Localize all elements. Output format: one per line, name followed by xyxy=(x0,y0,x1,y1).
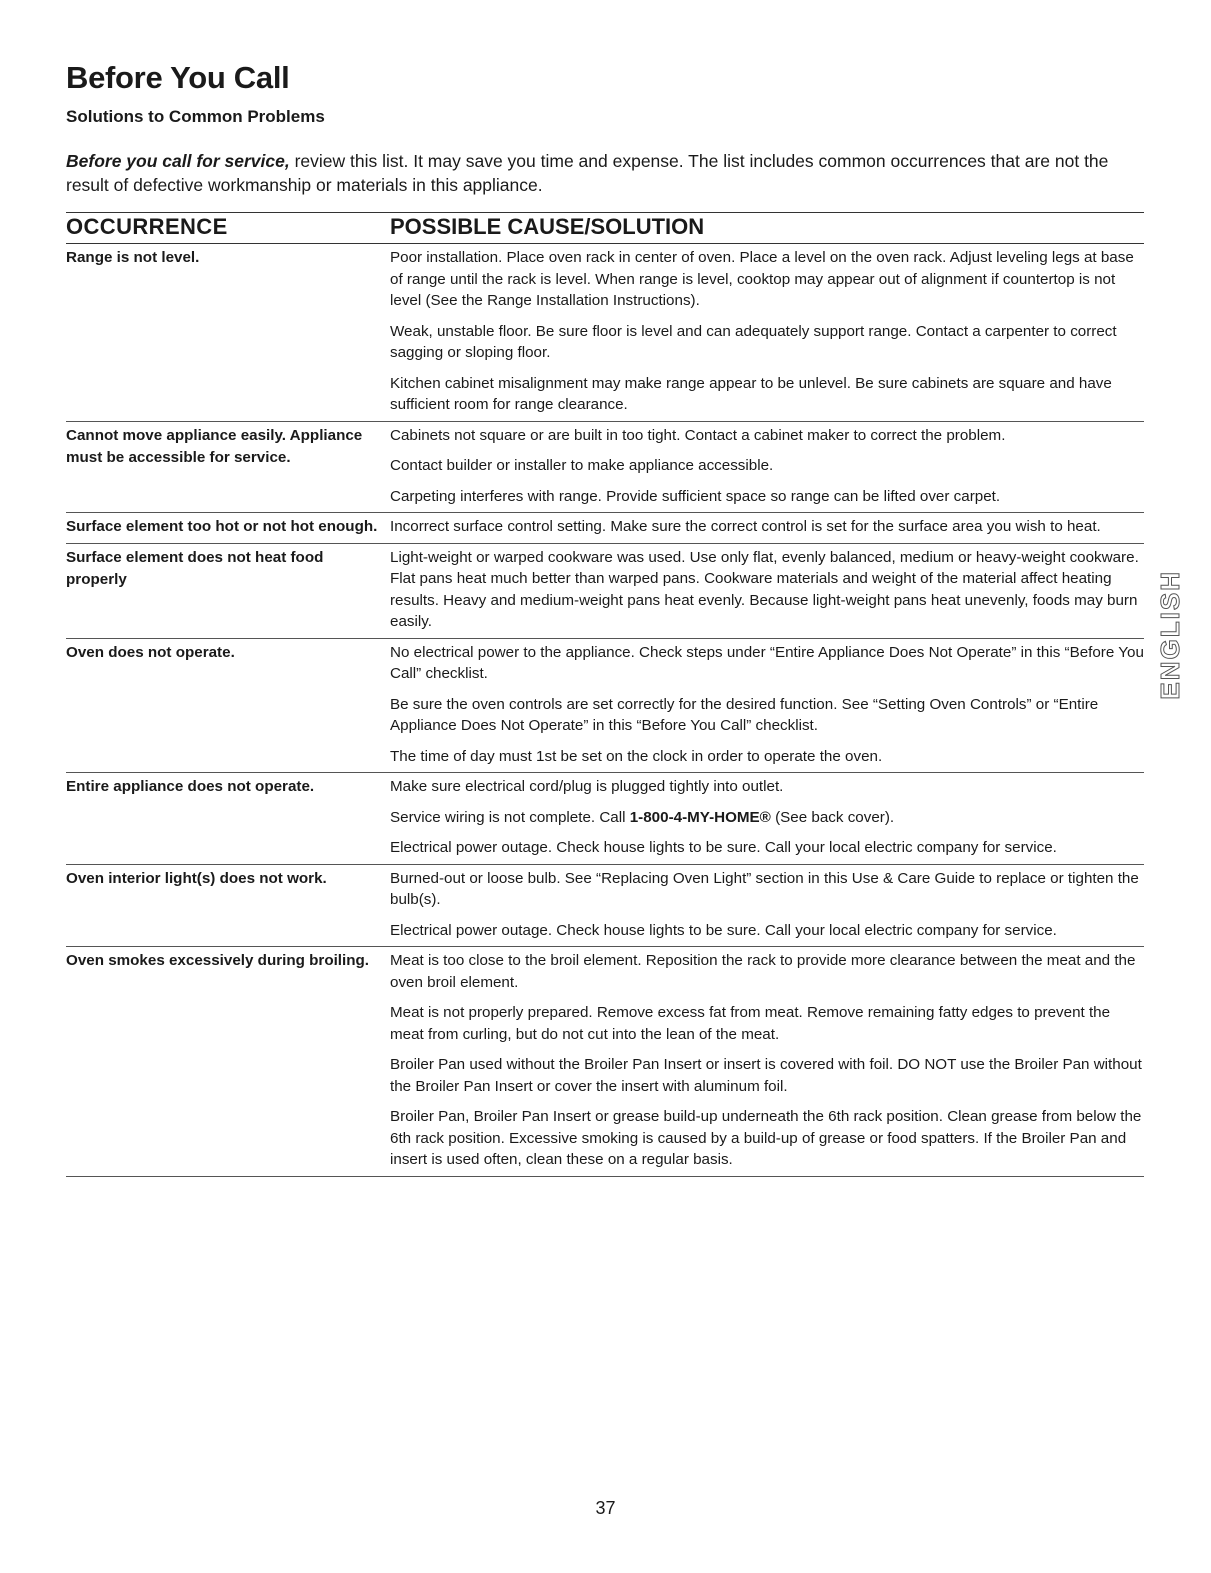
phone-number: 1-800-4-MY-HOME® xyxy=(629,808,771,826)
solution-cell xyxy=(390,868,1144,947)
phone-line-after: (See back cover). xyxy=(770,808,895,826)
table-row xyxy=(66,544,1144,639)
table-row xyxy=(66,639,1144,774)
table-header xyxy=(66,212,1144,244)
page-number: 37 xyxy=(595,1498,616,1518)
page-subtitle: Solutions to Common Problems xyxy=(66,107,325,126)
solution-text: Meat is not properly prepared. Remove excess fat from meat. Remove remaining fatty edges to prevent the meat from curling, but do not cut into the lean of the meat. xyxy=(390,1004,1111,1043)
solution-text: Electrical power outage. Check house lights to be sure. Call your local electric company for service. xyxy=(390,921,1057,939)
occurrence-cell: Range is not level. xyxy=(66,249,200,266)
solution-text: Carpeting interferes with range. Provide sufficient space so range can be lifted over carpet. xyxy=(390,487,1001,505)
solution-text: Poor installation. Place oven rack in center of oven. Place a level on the oven rack. Adjust leveling legs at base of range until the rack is level. When range is level, cooktop may appear out of alignment if countertop is not level (See the Range Installation Instructions). xyxy=(390,249,1134,309)
occurrence-cell: Surface element too hot or not hot enough. xyxy=(66,518,378,535)
table-row xyxy=(66,422,1144,514)
language-side-tab xyxy=(1148,560,1192,710)
solution-cell xyxy=(390,247,1144,421)
table-row xyxy=(66,244,1144,422)
solution-cell xyxy=(390,776,1144,864)
table-row xyxy=(66,947,1144,1177)
language-label: ENGLISH xyxy=(1154,570,1185,700)
solution-cell xyxy=(390,425,1144,513)
solution-text: Incorrect surface control setting. Make sure the correct control is set for the surface area you wish to heat. xyxy=(390,518,1101,535)
occurrence-cell: Oven does not operate. xyxy=(66,643,235,661)
intro-lead: Before you call for service, xyxy=(66,151,290,171)
solution-text: Light-weight or warped cookware was used. Use only flat, evenly balanced, medium or heavy-weight cookware. Flat pans heat much better than warped pans. Cookware materials and weight of the material affect heating results. Heavy and medium-weight pans heat evenly. Because light-weight pans heat unevenly, foods may burn easily. xyxy=(390,548,1139,630)
solution-text: Meat is too close to the broil element. Reposition the rack to provide more clearance between the meat and the oven broil element. xyxy=(390,952,1136,991)
table-row xyxy=(66,865,1144,948)
troubleshooting-table xyxy=(66,212,1144,1177)
table-row xyxy=(66,773,1144,865)
solution-text: No electrical power to the appliance. Check steps under “Entire Appliance Does Not Operate” in this “Before You Call” checklist. xyxy=(390,643,1144,682)
solution-cell xyxy=(390,950,1144,1176)
solution-text: Contact builder or installer to make appliance accessible. xyxy=(390,457,774,474)
solution-text: The time of day must 1st be set on the clock in order to operate the oven. xyxy=(390,747,883,765)
occurrence-cell: Oven interior light(s) does not work. xyxy=(66,869,327,887)
solution-text: Weak, unstable floor. Be sure floor is level and can adequately support range. Contact a carpenter to correct sagging or sloping floor. xyxy=(390,322,1117,361)
occurrence-cell: Cannot move appliance easily. Appliance must be accessible for service. xyxy=(66,426,363,466)
intro-paragraph xyxy=(66,149,1146,197)
occurrence-cell: Oven smokes excessively during broiling. xyxy=(66,952,370,969)
solution-text: Broiler Pan used without the Broiler Pan Insert or insert is covered with foil. DO NOT use the Broiler Pan without the Broiler Pan Insert or cover the insert with aluminum foil. xyxy=(390,1056,1142,1095)
column-header-occurrence: OCCURRENCE xyxy=(66,214,228,239)
occurrence-cell: Surface element does not heat food properly xyxy=(66,548,324,588)
table-row xyxy=(66,513,1144,544)
occurrence-cell: Entire appliance does not operate. xyxy=(66,778,315,795)
solution-text-phone xyxy=(390,807,1144,829)
intro-text: review this list. It may save you time and expense. The list includes common occurrences that are not the result of defective workmanship or materials in this appliance. xyxy=(66,151,1109,195)
solution-text: Cabinets not square or are built in too tight. Contact a cabinet maker to correct the problem. xyxy=(390,426,1006,444)
solution-text: Electrical power outage. Check house lights to be sure. Call your local electric company for service. xyxy=(390,839,1057,856)
solution-text: Be sure the oven controls are set correctly for the desired function. See “Setting Oven Controls” or “Entire Appliance Does Not Operate” in this “Before You Call” checklist. xyxy=(390,695,1099,734)
solution-text: Kitchen cabinet misalignment may make range appear to be unlevel. Be sure cabinets are square and have sufficient room for range clearance. xyxy=(390,374,1112,413)
solution-text: Make sure electrical cord/plug is plugged tightly into outlet. xyxy=(390,778,784,795)
page-title: Before You Call xyxy=(66,60,290,95)
column-header-cause-solution: POSSIBLE CAUSE/SOLUTION xyxy=(390,214,705,239)
solution-text: Burned-out or loose bulb. See “Replacing Oven Light” section in this Use & Care Guide to replace or tighten the bulb(s). xyxy=(390,869,1139,908)
solution-text: Broiler Pan, Broiler Pan Insert or grease build-up underneath the 6th rack position. Clean grease from below the 6th rack position. Excessive smoking is caused by a build-up of grease or food spatters. If the Broiler Pan and insert is used often, clean these on a regular basis. xyxy=(390,1108,1142,1168)
solution-cell xyxy=(390,516,1144,543)
solution-cell xyxy=(390,547,1144,638)
phone-line-before: Service wiring is not complete. Call xyxy=(390,808,630,826)
solution-cell xyxy=(390,642,1144,773)
